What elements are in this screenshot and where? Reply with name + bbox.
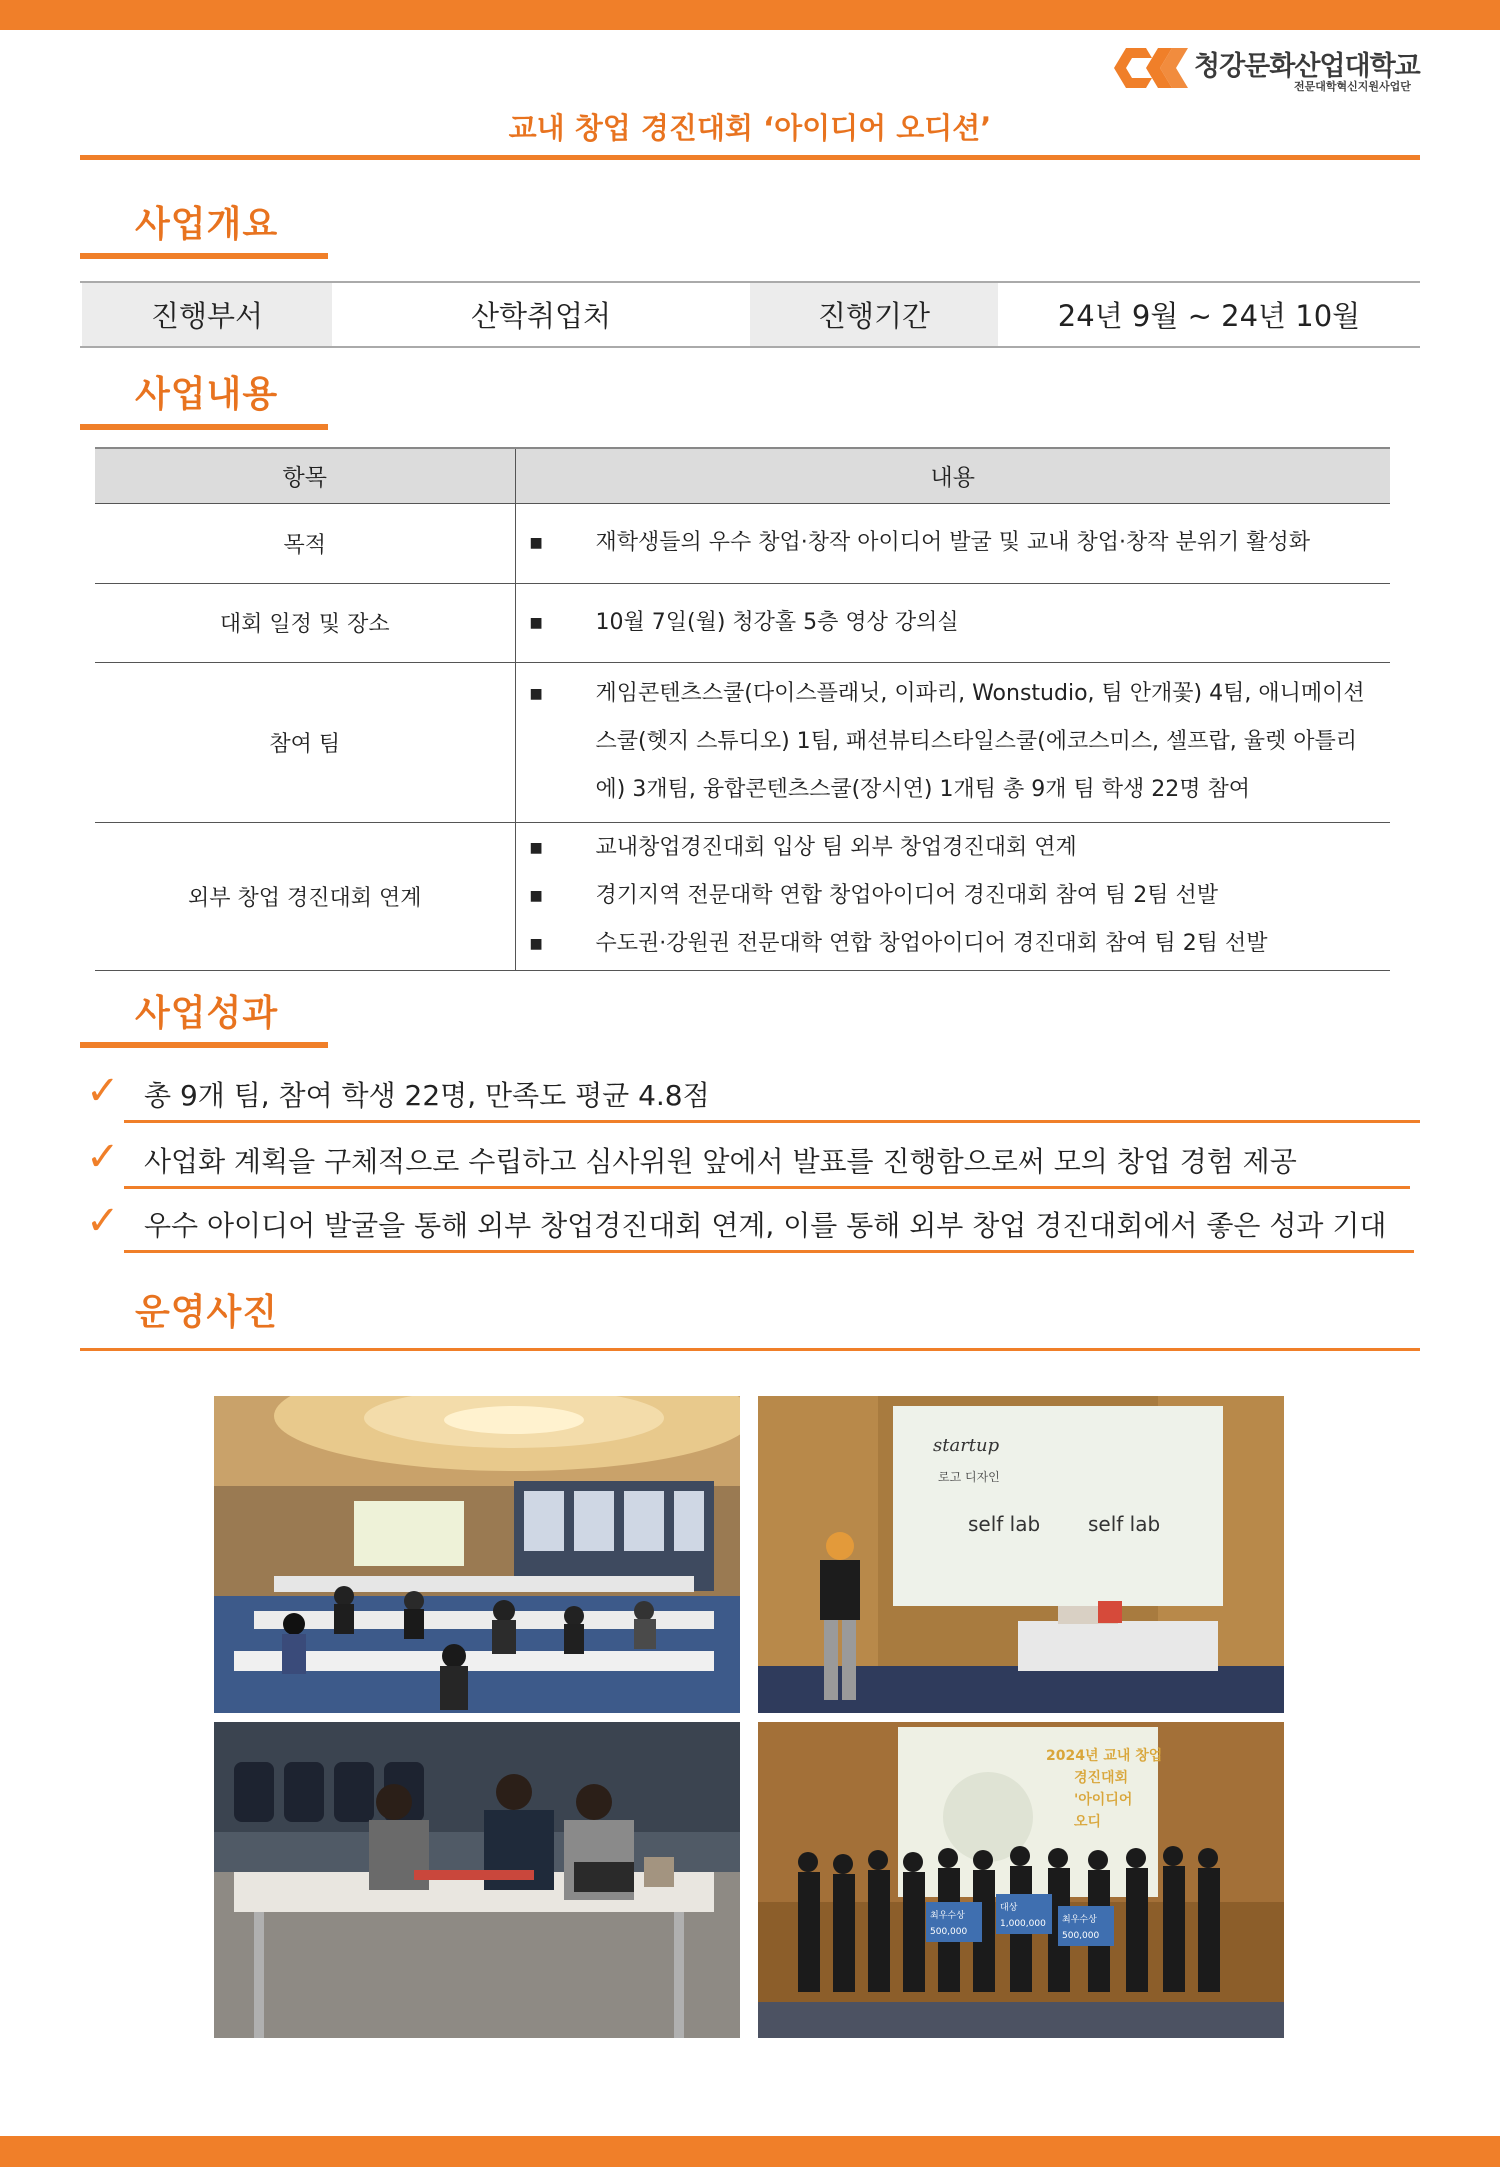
bullet-icon: ■ (529, 888, 543, 904)
results-heading: 사업성과 (135, 993, 279, 1034)
result-underline (124, 1186, 1410, 1189)
bullet-icon: ■ (529, 936, 543, 952)
bullet-icon: ■ (529, 686, 543, 702)
photo-presenter (758, 1396, 1284, 1713)
col-content-header: 내용 (515, 448, 1390, 503)
award-board-title: 최우수상 (1062, 1915, 1097, 1925)
row-item-label: 외부 창업 경진대회 연계 (95, 822, 515, 970)
content-heading: 사업내용 (135, 374, 279, 415)
check-icon: ✓ (86, 1068, 120, 1114)
check-icon: ✓ (86, 1134, 120, 1180)
title-divider (80, 155, 1420, 160)
document-title: 교내 창업 경진대회 ‘아이디어 오디션’ (508, 111, 992, 145)
photo-group (758, 1722, 1284, 2038)
result-text: 사업화 계획을 구체적으로 수립하고 심사위원 앞에서 발표를 진행함으로써 모의 창업 경험 제공 (144, 1145, 1297, 1178)
bullet-text: 10월 7일(월) 청강홀 5층 영상 강의실 (595, 609, 959, 635)
bottom-accent-bar (0, 2136, 1500, 2167)
result-underline (124, 1120, 1420, 1123)
period-label: 진행기간 (750, 283, 998, 346)
result-text: 우수 아이디어 발굴을 통해 외부 창업경진대회 연계, 이를 통해 외부 창업 경진대회에서 좋은 성과 기대 (144, 1209, 1387, 1242)
content-table (95, 447, 1390, 971)
ck-logo-icon (1112, 42, 1192, 94)
screen-text: 로고 디자인 (938, 1470, 1000, 1484)
overview-heading: 사업개요 (135, 204, 279, 245)
bullet-text: 재학생들의 우수 창업·창작 아이디어 발굴 및 교내 창업·창작 분위기 활성화 (595, 530, 1310, 555)
bullet-text: 수도권·강원권 전문대학 연합 창업아이디어 경진대회 참여 팀 2팀 선발 (595, 931, 1268, 956)
screen-text: 오디 (1074, 1814, 1102, 1830)
bullet-icon: ■ (529, 840, 543, 856)
table-row (95, 503, 1390, 583)
award-board-amount: 1,000,000 (1000, 1919, 1046, 1929)
university-logo (1112, 42, 1422, 94)
list-item (516, 599, 1381, 647)
row-content (515, 822, 1390, 970)
result-item (80, 1192, 1420, 1256)
result-text: 총 9개 팀, 참여 학생 22명, 만족도 평균 4.8점 (144, 1079, 710, 1112)
dept-value: 산학취업처 (470, 299, 612, 333)
list-item (516, 519, 1381, 567)
bullet-icon: ■ (529, 614, 543, 631)
screen-text: 경진대회 (1074, 1770, 1129, 1786)
check-icon: ✓ (86, 1198, 120, 1244)
list-item (516, 872, 1381, 920)
bullet-icon: ■ (529, 535, 543, 551)
photos-heading-rule (80, 1348, 1420, 1351)
row-item-label: 참여 팀 (95, 662, 515, 822)
col-item-header: 항목 (95, 448, 515, 503)
photo-lecture-hall (214, 1396, 740, 1713)
table-row (95, 822, 1390, 970)
photo-judges (214, 1722, 740, 2038)
screen-text: self lab (968, 1512, 1041, 1536)
bullet-text: 경기지역 전문대학 연합 창업아이디어 경진대회 참여 팀 2팀 선발 (595, 883, 1218, 908)
table-row (95, 662, 1390, 822)
award-board-amount: 500,000 (1062, 1931, 1100, 1941)
result-item (80, 1062, 1420, 1126)
overview-heading-rule (80, 253, 328, 259)
results-heading-rule (80, 1042, 328, 1048)
row-item-label: 목적 (95, 503, 515, 583)
screen-text: startup (933, 1435, 1000, 1456)
period-value: 24년 9월 ~ 24년 10월 (1057, 299, 1361, 333)
bullet-text: 교내창업경진대회 입상 팀 외부 창업경진대회 연계 (595, 835, 1077, 860)
content-heading-rule (80, 424, 328, 430)
result-item (80, 1128, 1420, 1192)
table-row (95, 583, 1390, 662)
bullet-text: 게임콘텐츠스쿨(다이스플래닛, 이파리, Wonstudio, 팀 안개꽃) 4팀, 애니메이션스쿨(헷지 스튜디오) 1팀, 패션뷰티스타일스쿨(에코스미스, 셀프랍, 율렛 아틀리에) 3개팀, 융합콘텐츠스쿨(장시연) 1개팀 총 9개 팀 학생 22명 참여 (595, 681, 1365, 802)
dept-label: 진행부서 (82, 283, 332, 346)
logo-name: 청강문화산업대학교 (1194, 51, 1420, 82)
row-item-label: 대회 일정 및 장소 (95, 583, 515, 662)
logo-subtitle: 전문대학혁신지원사업단 (1294, 80, 1411, 93)
row-content (515, 583, 1390, 662)
result-underline (124, 1250, 1414, 1253)
list-item (516, 670, 1381, 814)
top-accent-bar (0, 0, 1500, 30)
screen-text: 2024년 교내 창업 (1046, 1748, 1163, 1764)
row-content (515, 662, 1390, 822)
overview-table (80, 281, 1420, 348)
row-content (515, 503, 1390, 583)
award-board-title: 대상 (1000, 1903, 1018, 1913)
list-item (516, 824, 1381, 872)
screen-text: self lab (1088, 1512, 1161, 1536)
photos-heading: 운영사진 (135, 1292, 279, 1333)
list-item (516, 920, 1381, 968)
content-table-header (95, 448, 1390, 503)
screen-text: '아이디어 (1074, 1792, 1133, 1808)
award-board-title: 최우수상 (930, 1911, 965, 1921)
award-board-amount: 500,000 (930, 1927, 968, 1937)
